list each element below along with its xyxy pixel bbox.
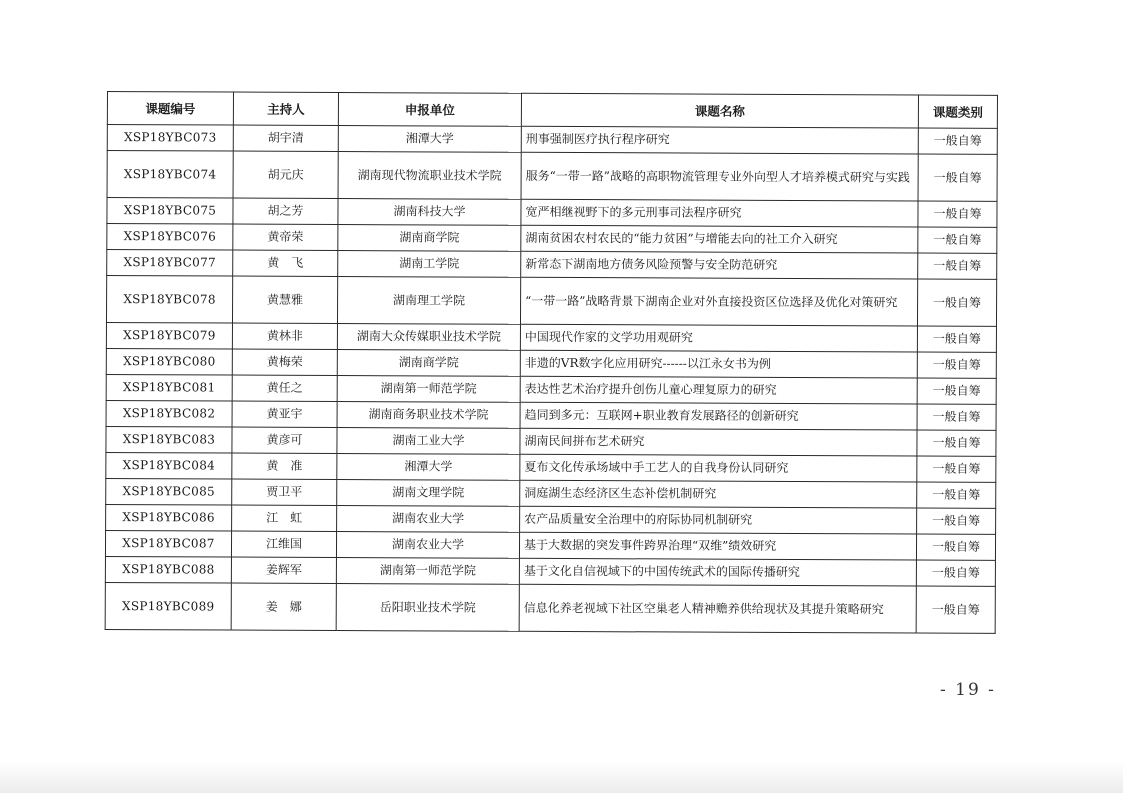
cell-unit: 湖南工业大学	[337, 428, 520, 455]
header-project-id: 课题编号	[107, 92, 233, 126]
cell-title: 服务“一带一路”战略的高职物流管理专业外向型人才培养模式研究与实践	[521, 152, 918, 201]
cell-type: 一般自筹	[918, 201, 997, 227]
cell-host: 江 虹	[232, 505, 337, 531]
cell-unit: 湖南第一师范学院	[337, 376, 520, 403]
cell-host: 胡之芳	[233, 198, 338, 224]
cell-unit: 湖南工学院	[338, 251, 521, 278]
table-row	[105, 530, 995, 560]
cell-unit: 湖南文理学院	[337, 480, 520, 507]
cell-host: 黄梅荣	[232, 349, 337, 375]
table-row	[106, 374, 996, 404]
cell-project-id: XSP18YBC087	[105, 530, 231, 557]
cell-host: 黄林非	[232, 323, 337, 349]
cell-host: 黄任之	[232, 375, 337, 401]
project-table	[105, 91, 998, 634]
cell-project-id: XSP18YBC073	[107, 125, 233, 152]
cell-type: 一般自筹	[917, 378, 996, 404]
cell-unit: 湖南商学院	[338, 225, 521, 252]
table-row	[107, 151, 997, 202]
cell-title: 农产品质量安全治理中的府际协同机制研究	[520, 506, 917, 534]
table-row	[106, 426, 996, 456]
table-row	[107, 198, 997, 228]
cell-title: 非遗的VR数字化应用研究------以江永女书为例	[520, 350, 917, 378]
cell-unit: 湖南农业大学	[336, 532, 519, 559]
cell-host: 姜辉军	[231, 557, 336, 583]
table-row	[107, 224, 997, 254]
cell-title: “一带一路”战略背景下湖南企业对外直接投资区位选择及优化对策研究	[520, 277, 917, 326]
cell-unit: 湖南大众传媒职业技术学院	[337, 324, 520, 351]
cell-title: 信息化养老视域下社区空巢老人精神赡养供给现状及其提升策略研究	[519, 584, 916, 633]
cell-type: 一般自筹	[917, 430, 996, 456]
cell-unit: 湘潭大学	[338, 126, 521, 153]
table-row	[106, 478, 996, 508]
cell-project-id: XSP18YBC078	[106, 276, 232, 324]
cell-unit: 湖南理工学院	[337, 277, 520, 325]
cell-unit: 湖南科技大学	[338, 199, 521, 226]
cell-title: 基于文化自信视域下的中国传统武术的国际传播研究	[519, 558, 916, 586]
cell-unit: 岳阳职业技术学院	[336, 584, 519, 632]
cell-type: 一般自筹	[918, 154, 997, 201]
table-row	[106, 276, 996, 327]
table-row	[105, 556, 995, 586]
cell-type: 一般自筹	[917, 404, 996, 430]
table-row	[106, 452, 996, 482]
cell-title: 趋同到多元：互联网+职业教育发展路径的创新研究	[520, 402, 917, 430]
header-unit: 申报单位	[338, 93, 521, 127]
cell-unit: 湖南商学院	[337, 350, 520, 377]
table-header-row	[107, 92, 997, 129]
cell-host: 贾卫平	[232, 479, 337, 505]
cell-host: 黄亚宇	[232, 401, 337, 427]
cell-title: 中国现代作家的文学功用观研究	[520, 324, 917, 352]
cell-title: 基于大数据的突发事件跨界治理“双维”绩效研究	[519, 532, 916, 560]
cell-type: 一般自筹	[916, 534, 995, 560]
cell-project-id: XSP18YBC082	[106, 400, 232, 427]
cell-project-id: XSP18YBC083	[106, 426, 232, 453]
cell-host: 黄帝荣	[233, 224, 338, 250]
table-row	[105, 582, 995, 633]
cell-title: 洞庭湖生态经济区生态补偿机制研究	[520, 480, 917, 508]
cell-type: 一般自筹	[918, 253, 997, 279]
cell-title: 湖南民间拼布艺术研究	[520, 428, 917, 456]
cell-project-id: XSP18YBC075	[107, 198, 233, 225]
cell-unit: 湖南商务职业技术学院	[337, 402, 520, 429]
cell-title: 宽严相继视野下的多元刑事司法程序研究	[521, 199, 918, 227]
cell-project-id: XSP18YBC088	[105, 556, 231, 583]
cell-unit: 湖南农业大学	[337, 506, 520, 533]
header-title: 课题名称	[521, 93, 918, 128]
header-host: 主持人	[233, 92, 338, 125]
cell-project-id: XSP18YBC076	[107, 224, 233, 251]
table-row	[106, 504, 996, 534]
cell-host: 江维国	[231, 531, 336, 557]
cell-title: 新常态下湖南地方债务风险预警与安全防范研究	[521, 251, 918, 279]
cell-title: 刑事强制医疗执行程序研究	[521, 126, 918, 154]
cell-project-id: XSP18YBC080	[106, 348, 232, 375]
cell-title: 湖南贫困农村农民的“能力贫困”与增能去向的社工介入研究	[521, 225, 918, 253]
cell-host: 姜 娜	[231, 583, 336, 630]
table-row	[106, 348, 996, 378]
cell-type: 一般自筹	[917, 279, 996, 326]
cell-project-id: XSP18YBC077	[107, 250, 233, 277]
cell-type: 一般自筹	[917, 326, 996, 352]
cell-host: 胡宇清	[233, 125, 338, 151]
header-type: 课题类别	[918, 95, 997, 128]
cell-project-id: XSP18YBC084	[106, 452, 232, 479]
cell-project-id: XSP18YBC086	[106, 504, 232, 531]
table-row	[106, 322, 996, 352]
table-row	[107, 125, 997, 155]
table-row	[106, 400, 996, 430]
cell-project-id: XSP18YBC079	[106, 322, 232, 349]
cell-project-id: XSP18YBC081	[106, 374, 232, 401]
scan-edge-shadow	[0, 762, 1123, 793]
cell-title: 表达性艺术治疗提升创伤儿童心理复原力的研究	[520, 376, 917, 404]
cell-project-id: XSP18YBC074	[107, 151, 233, 199]
cell-type: 一般自筹	[917, 352, 996, 378]
cell-host: 黄 飞	[233, 250, 338, 276]
cell-type: 一般自筹	[917, 482, 996, 508]
cell-type: 一般自筹	[917, 508, 996, 534]
table-row	[107, 250, 997, 280]
cell-unit: 湖南现代物流职业技术学院	[338, 152, 521, 200]
cell-type: 一般自筹	[917, 456, 996, 482]
cell-host: 黄慧雅	[232, 276, 337, 323]
cell-title: 夏布文化传承场域中手工艺人的自我身份认同研究	[520, 454, 917, 482]
cell-unit: 湖南第一师范学院	[336, 558, 519, 585]
cell-type: 一般自筹	[918, 227, 997, 253]
cell-host: 黄彦可	[232, 427, 337, 453]
cell-host: 黄 准	[232, 453, 337, 479]
cell-type: 一般自筹	[916, 560, 995, 586]
page-number: - 19 -	[940, 680, 996, 700]
cell-type: 一般自筹	[916, 586, 995, 633]
cell-type: 一般自筹	[918, 128, 997, 154]
cell-project-id: XSP18YBC085	[106, 478, 232, 505]
cell-unit: 湘潭大学	[337, 454, 520, 481]
cell-project-id: XSP18YBC089	[105, 582, 231, 630]
cell-host: 胡元庆	[233, 151, 338, 198]
table-body	[105, 125, 997, 634]
